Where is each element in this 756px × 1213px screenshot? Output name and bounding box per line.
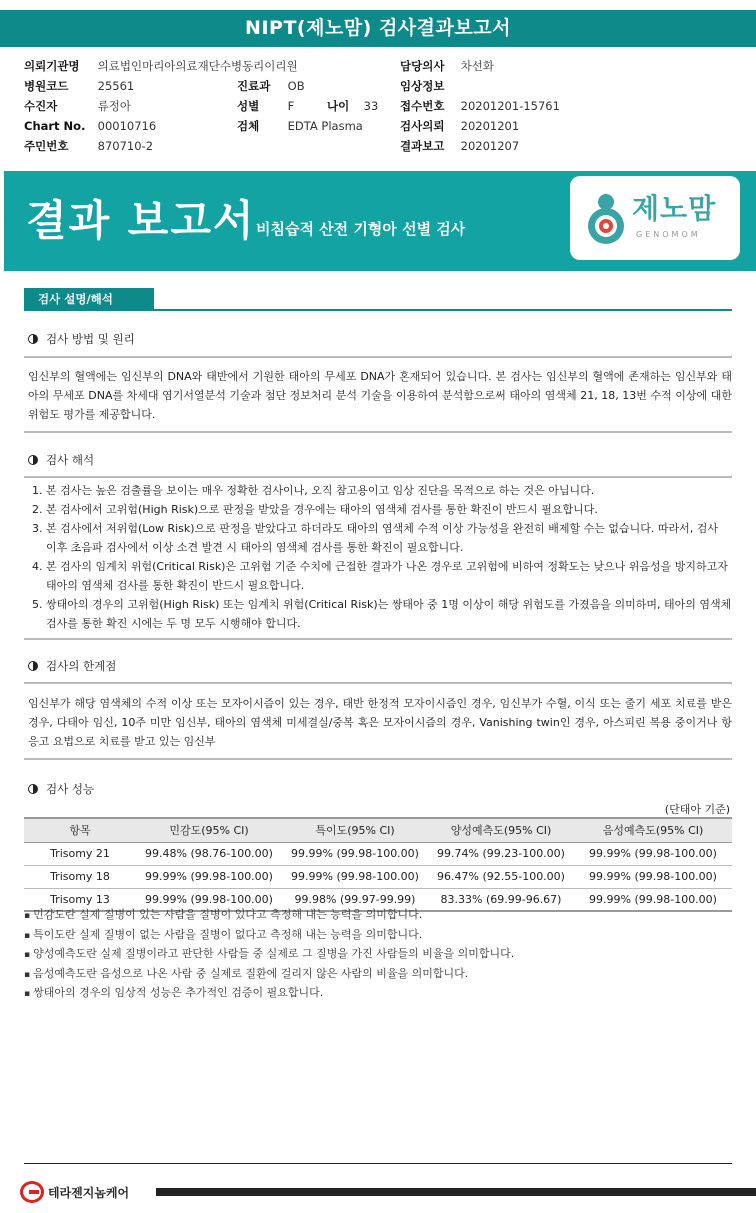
info-report-date: 결과보고 20201207 xyxy=(400,139,520,153)
divider xyxy=(24,758,732,760)
table-cell: 83.33% (69.99-96.67) xyxy=(428,888,574,911)
logo-text: 제노맘 xyxy=(632,192,717,225)
info-hospital-code: 병원코드 25561 xyxy=(24,79,135,93)
table-cell: 96.47% (92.55-100.00) xyxy=(428,865,574,888)
divider xyxy=(24,638,732,640)
table-cell: 99.99% (99.98-100.00) xyxy=(136,888,282,911)
note-item: ▪ 민감도란 실제 질병이 있는 사람을 질병이 있다고 측정해 내는 능력을 의미합니다. xyxy=(24,906,732,926)
table-cell: Trisomy 13 xyxy=(24,888,136,911)
half-circle-icon xyxy=(28,455,38,465)
column-header: 민감도(95% CI) xyxy=(136,818,282,842)
table-cell: 99.99% (99.98-100.00) xyxy=(574,888,732,911)
note-item: ▪ 양성예측도란 실제 질병이라고 판단한 사람들 중 실제로 그 질병을 가진 사람들의 비율을 의미합니다. xyxy=(24,945,732,965)
info-resident-no: 주민번호 870710-2 xyxy=(24,139,154,153)
table-cell: 99.99% (99.98-100.00) xyxy=(282,865,428,888)
list-item: 3. 본 검사에서 저위험(Low Risk)으로 판정을 받았다고 하더라도 태아의 염색체 수적 이상 가능성을 완전히 배제할 수는 없습니다. 따라서, 검사 이후 초음파 검사에서 이상 소견 발견 시 태아의 염색체 검사를 통한 확진이 필요합니다. xyxy=(32,522,719,554)
method-heading: 검사 방법 및 원리 xyxy=(28,330,135,348)
table-cell: 99.99% (99.98-100.00) xyxy=(282,842,428,865)
list-item: 2. 본 검사에서 고위험(High Risk)으로 판정을 받았을 경우에는 태아의 염색체 검사를 통한 확진이 반드시 필요합니다. xyxy=(32,503,598,516)
info-specimen: 검체 EDTA Plasma xyxy=(237,119,363,133)
footer-divider xyxy=(24,1163,732,1164)
column-header: 특이도(95% CI) xyxy=(282,818,428,842)
interpretation-list xyxy=(32,481,732,633)
note-item: ▪ 쌍태아의 경우의 임상적 성능은 추가적인 검증이 필요합니다. xyxy=(24,984,732,1004)
performance-table xyxy=(24,817,732,912)
limits-heading: 검사의 한계점 xyxy=(28,657,116,675)
performance-notes xyxy=(24,906,732,1004)
table-cell: Trisomy 21 xyxy=(24,842,136,865)
performance-heading: 검사 성능 xyxy=(28,780,94,798)
table-cell: 99.99% (99.98-100.00) xyxy=(136,865,282,888)
column-header: 항목 xyxy=(24,818,136,842)
column-header: 음성예측도(95% CI) xyxy=(574,818,732,842)
divider xyxy=(24,682,732,684)
table-row xyxy=(24,842,732,865)
section-divider xyxy=(24,309,732,311)
divider xyxy=(24,476,732,478)
genomom-logo-icon xyxy=(584,188,628,248)
list-item: 1. 본 검사는 높은 검출률을 보이는 매우 정확한 검사이나, 오직 참고용이고 임상 진단을 목적으로 하는 것은 아닙니다. xyxy=(32,484,595,497)
logo-subtext: GENOMOM xyxy=(636,230,701,239)
limits-text: 임신부가 해당 염색체의 수적 이상 또는 모자이시즘이 있는 경우, 태반 한정적 모자이시즘인 경우, 임신부가 수혈, 이식 또는 줄기 세포 치료를 받은 경우, 다태아 임신, 10주 미만 임신부, 태아의 염색체 미세결실/중복 혹은 모자이시즘의 경우, Vanishing twin인 경우, 아스피린 복용 중이거나 항 응고 요법으로 치료를 받고 있는 임신부 xyxy=(28,697,732,748)
table-cell: 99.74% (99.23-100.00) xyxy=(428,842,574,865)
divider xyxy=(24,431,732,433)
info-collector: 수진자 류정아 xyxy=(24,99,131,113)
divider xyxy=(24,356,732,358)
result-banner xyxy=(4,171,756,271)
half-circle-icon xyxy=(28,784,38,794)
section-tab: 검사 설명/해석 xyxy=(24,288,154,310)
info-receipt-no: 접수번호 20201201-15761 xyxy=(400,99,560,113)
list-item: 5. 쌍태아의 경우의 고위험(High Risk) 또는 임계치 위험(Critical Risk)는 쌍태아 중 1명 이상이 해당 위험도를 가졌음을 의미하며, 태아의 염색체 검사를 통한 확진 시에는 두 명 모두 시행해야 합니다. xyxy=(32,598,732,630)
banner-title: 결과 보고서 xyxy=(26,196,256,245)
footer-logo xyxy=(20,1180,129,1204)
info-request-date: 검사의뢰 20201201 xyxy=(400,119,520,133)
note-item: ▪ 특이도란 실제 질병이 없는 사람을 질병이 없다고 측정해 내는 능력을 의미합니다. xyxy=(24,926,732,946)
info-doctor: 담당의사 차선화 xyxy=(400,59,494,73)
table-cell: 99.48% (98.76-100.00) xyxy=(136,842,282,865)
info-sex: 성별 F xyxy=(237,99,295,113)
info-department: 진료과 OB xyxy=(237,79,305,93)
info-clinical: 임상정보 xyxy=(400,79,445,93)
table-row xyxy=(24,865,732,888)
half-circle-icon xyxy=(28,334,38,344)
unit-label: (단태아 기준) xyxy=(664,803,730,816)
genomom-logo xyxy=(570,176,740,260)
note-item: ▪ 음성예측도란 음성으로 나온 사람 중 실제로 질환에 걸리지 않은 사람의 비율을 의미합니다. xyxy=(24,965,732,985)
table-cell: 99.98% (99.97-99.99) xyxy=(282,888,428,911)
table-cell: 99.99% (99.98-100.00) xyxy=(574,842,732,865)
column-header: 양성예측도(95% CI) xyxy=(428,818,574,842)
half-circle-icon xyxy=(28,661,38,671)
banner-subtitle: 비침습적 산전 기형아 선별 검사 xyxy=(256,220,466,238)
info-age: 나이 33 xyxy=(327,99,379,113)
info-institution: 의뢰기관명 의료법인마리아의료재단수병동리이리원 xyxy=(24,59,298,73)
list-item: 4. 본 검사의 임계치 위험(Critical Risk)은 고위험 기준 수치에 근접한 결과가 나온 경우로 고위험에 비하여 정확도는 낮으나 위음성을 방지하고자 태아의 염색체 검사를 통한 확진이 반드시 필요합니다. xyxy=(32,560,728,592)
footer-bar xyxy=(156,1188,756,1196)
report-title: NIPT(제노맘) 검사결과보고서 xyxy=(0,10,756,47)
table-cell: 99.99% (99.98-100.00) xyxy=(574,865,732,888)
method-text: 임신부의 혈액에는 임신부의 DNA와 태반에서 기원한 태아의 무세포 DNA가 혼재되어 있습니다. 본 검사는 임신부의 혈액에 존재하는 임신부와 태아의 무세포 DNA를 차세대 염기서열분석 기술과 첨단 정보처리 분석 기술을 이용하여 분석함으로써 태아의 염색체 21, 18, 13번 수적 이상에 대한 위험도 평가를 제공합니다. xyxy=(28,370,732,421)
terragen-logo-icon xyxy=(20,1181,44,1203)
info-chart-no: Chart No. 00010716 xyxy=(24,119,157,133)
table-header-row xyxy=(24,818,732,842)
interpretation-heading: 검사 해석 xyxy=(28,451,94,469)
footer-company: 테라젠지놈케어 xyxy=(48,1185,130,1200)
table-cell: Trisomy 18 xyxy=(24,865,136,888)
